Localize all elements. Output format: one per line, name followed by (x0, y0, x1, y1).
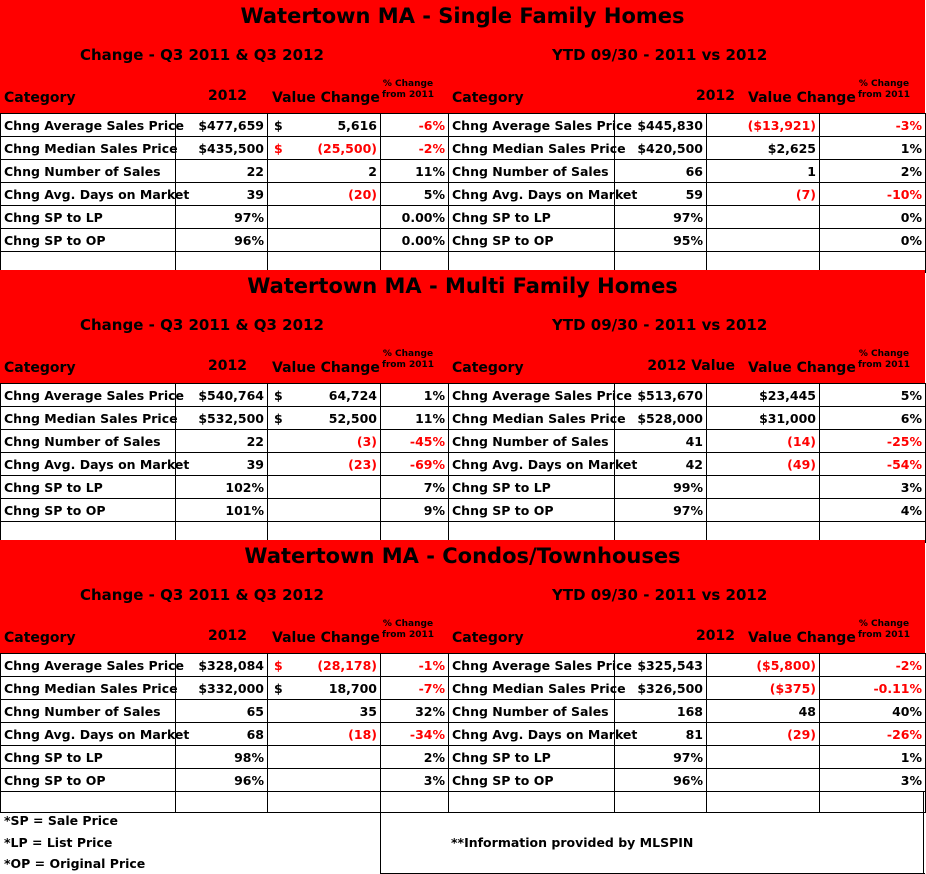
category-cell: Chng SP to LP (449, 746, 615, 769)
table-row (1, 499, 926, 522)
pct-header-line2: from 2011 (857, 630, 911, 640)
pct-header-line2: from 2011 (381, 90, 435, 100)
currency-symbol: $ (274, 387, 283, 403)
value-change-cell (707, 384, 820, 407)
pct-change-cell: 4% (820, 499, 926, 522)
value-cell: 39 (176, 453, 268, 476)
category-cell: Chng SP to OP (449, 769, 615, 792)
value-change-cell (268, 723, 381, 746)
col-header-value-change: Value Change (272, 360, 380, 376)
col-header-value: 2012 (208, 358, 247, 374)
pct-change-cell: 1% (820, 137, 926, 160)
col-header-category: Category (4, 90, 76, 106)
category-cell: Chng SP to OP (449, 499, 615, 522)
change-amount: (29) (787, 726, 816, 742)
change-amount: (3) (356, 433, 377, 449)
value-change-cell (707, 137, 820, 160)
table-row (1, 206, 926, 229)
col-header-category: Category (452, 360, 524, 376)
value-change-cell (707, 453, 820, 476)
table-row (1, 384, 926, 407)
value-cell: 95% (615, 229, 707, 252)
pct-change-cell: 11% (381, 407, 449, 430)
value-change-cell (268, 137, 381, 160)
category-cell: Chng Average Sales Price (1, 114, 176, 137)
table-row (1, 160, 926, 183)
col-header-pct-change (381, 619, 435, 641)
col-header-pct-change (857, 79, 911, 101)
value-change-cell (268, 229, 381, 252)
pct-header-line2: from 2011 (857, 360, 911, 370)
pct-change-cell: -10% (820, 183, 926, 206)
pct-change-cell: -54% (820, 453, 926, 476)
col-header-value: 2012 (208, 88, 247, 104)
value-cell: $477,659 (176, 114, 268, 137)
value-change-cell (707, 407, 820, 430)
col-header-value: 2012 (208, 628, 247, 644)
category-cell: Chng Average Sales Price (1, 384, 176, 407)
value-change-cell (707, 114, 820, 137)
pct-header-line1: % Change (382, 349, 434, 359)
currency-symbol: $ (274, 680, 283, 696)
value-cell: $326,500 (615, 677, 707, 700)
table-row (1, 476, 926, 499)
value-cell: 98% (176, 746, 268, 769)
value-change-cell (268, 206, 381, 229)
value-change-cell (707, 654, 820, 677)
value-change-cell (707, 476, 820, 499)
change-amount: (18) (348, 726, 377, 742)
col-header-pct-change (381, 79, 435, 101)
col-header-pct-change (857, 619, 911, 641)
value-cell: $435,500 (176, 137, 268, 160)
footer-right-line (923, 791, 924, 874)
value-change-wrap (271, 388, 377, 403)
value-cell: 96% (176, 229, 268, 252)
comparison-table (0, 653, 926, 813)
value-change-cell (268, 160, 381, 183)
value-change-cell (707, 769, 820, 792)
category-cell: Chng Avg. Days on Market (449, 453, 615, 476)
table-row (1, 677, 926, 700)
pct-change-cell: -26% (820, 723, 926, 746)
category-cell: Chng SP to OP (449, 229, 615, 252)
pct-change-cell: 3% (381, 769, 449, 792)
change-amount: $31,000 (759, 410, 816, 426)
category-cell: Chng SP to OP (1, 499, 176, 522)
table-row (1, 183, 926, 206)
period-subtitle-quarter: Change - Q3 2011 & Q3 2012 (80, 586, 324, 604)
value-change-cell (268, 384, 381, 407)
value-change-wrap (271, 141, 377, 156)
category-cell: Chng SP to LP (1, 476, 176, 499)
value-change-cell (268, 114, 381, 137)
col-header-category: Category (4, 630, 76, 646)
pct-change-cell: 5% (820, 384, 926, 407)
change-amount: 52,500 (328, 410, 377, 426)
col-header-pct-change (381, 349, 435, 371)
value-change-cell (268, 677, 381, 700)
category-cell: Chng Average Sales Price (449, 654, 615, 677)
pct-change-cell: 2% (820, 160, 926, 183)
pct-change-cell: -1% (381, 654, 449, 677)
category-cell: Chng SP to LP (1, 206, 176, 229)
col-header-category: Category (4, 360, 76, 376)
value-cell: 22 (176, 160, 268, 183)
footnote-sp: *SP = Sale Price (4, 813, 118, 828)
category-cell: Chng Avg. Days on Market (449, 183, 615, 206)
category-cell: Chng Average Sales Price (449, 384, 615, 407)
pct-change-cell: 32% (381, 700, 449, 723)
table-row (1, 430, 926, 453)
value-cell: 41 (615, 430, 707, 453)
value-change-cell (268, 407, 381, 430)
section-title: Watertown MA - Condos/Townhouses (244, 544, 681, 568)
pct-change-cell: 0.00% (381, 206, 449, 229)
value-change-cell (268, 183, 381, 206)
category-cell: Chng SP to OP (1, 229, 176, 252)
pct-change-cell: 0.00% (381, 229, 449, 252)
data-source-credit: **Information provided by MLSPIN (451, 835, 694, 850)
comparison-table (0, 113, 926, 273)
section-condos (0, 540, 925, 810)
currency-symbol: $ (274, 117, 283, 133)
period-subtitle-quarter: Change - Q3 2011 & Q3 2012 (80, 46, 324, 64)
period-subtitle-ytd: YTD 09/30 - 2011 vs 2012 (552, 46, 768, 64)
pct-change-cell: 6% (820, 407, 926, 430)
category-cell: Chng Avg. Days on Market (1, 183, 176, 206)
category-cell: Chng Average Sales Price (449, 114, 615, 137)
period-subtitle-ytd: YTD 09/30 - 2011 vs 2012 (552, 586, 768, 604)
table-row (1, 114, 926, 137)
pct-change-cell: -2% (820, 654, 926, 677)
col-header-value-change: Value Change (748, 360, 856, 376)
value-change-wrap (271, 658, 377, 673)
pct-header-line2: from 2011 (857, 90, 911, 100)
pct-change-cell: 2% (381, 746, 449, 769)
category-cell: Chng Number of Sales (449, 700, 615, 723)
change-amount: 48 (798, 703, 816, 719)
category-cell: Chng Number of Sales (1, 430, 176, 453)
category-cell: Chng Median Sales Price (1, 677, 176, 700)
category-cell: Chng Median Sales Price (449, 137, 615, 160)
pct-header-line1: % Change (858, 79, 910, 89)
change-amount: (7) (795, 186, 816, 202)
value-change-cell (707, 206, 820, 229)
comparison-table (0, 383, 926, 543)
currency-symbol: $ (274, 410, 283, 426)
value-cell: 101% (176, 499, 268, 522)
table-row (1, 407, 926, 430)
value-cell: 66 (615, 160, 707, 183)
category-cell: Chng SP to LP (1, 746, 176, 769)
value-change-cell (268, 430, 381, 453)
value-cell: $332,000 (176, 677, 268, 700)
pct-header-line2: from 2011 (381, 630, 435, 640)
value-cell: $420,500 (615, 137, 707, 160)
change-amount: 35 (359, 703, 377, 719)
pct-change-cell: 3% (820, 769, 926, 792)
section-multi-family (0, 270, 925, 540)
category-cell: Chng Median Sales Price (449, 677, 615, 700)
category-cell: Chng Avg. Days on Market (1, 723, 176, 746)
table-row (1, 723, 926, 746)
category-cell: Chng Number of Sales (449, 430, 615, 453)
change-amount: 18,700 (328, 680, 377, 696)
pct-change-cell: 40% (820, 700, 926, 723)
category-cell: Chng Average Sales Price (1, 654, 176, 677)
table-row (1, 137, 926, 160)
value-cell: 22 (176, 430, 268, 453)
value-cell: 42 (615, 453, 707, 476)
col-header-category: Category (452, 90, 524, 106)
value-change-cell (268, 453, 381, 476)
col-header-category: Category (452, 630, 524, 646)
pct-change-cell: 7% (381, 476, 449, 499)
pct-change-cell: 11% (381, 160, 449, 183)
footer-divider (380, 791, 381, 874)
value-change-cell (268, 746, 381, 769)
value-change-cell (268, 769, 381, 792)
value-cell: $513,670 (615, 384, 707, 407)
category-cell: Chng SP to LP (449, 476, 615, 499)
value-change-cell (707, 229, 820, 252)
change-amount: 2 (368, 163, 377, 179)
value-change-cell (707, 746, 820, 769)
category-cell: Chng SP to LP (449, 206, 615, 229)
value-change-cell (707, 700, 820, 723)
category-cell: Chng Avg. Days on Market (449, 723, 615, 746)
pct-change-cell: -2% (381, 137, 449, 160)
pct-change-cell: 0% (820, 229, 926, 252)
change-amount: 5,616 (337, 117, 377, 133)
value-cell: 39 (176, 183, 268, 206)
table-row (1, 453, 926, 476)
value-cell: $328,084 (176, 654, 268, 677)
change-amount: 64,724 (328, 387, 377, 403)
value-cell: 168 (615, 700, 707, 723)
category-cell: Chng Median Sales Price (1, 137, 176, 160)
table-row (1, 746, 926, 769)
value-change-cell (707, 499, 820, 522)
value-change-cell (268, 700, 381, 723)
pct-change-cell: -6% (381, 114, 449, 137)
change-amount: 1 (807, 163, 816, 179)
value-change-wrap (271, 118, 377, 133)
pct-change-cell: -3% (820, 114, 926, 137)
col-header-value: 2012 (696, 88, 735, 104)
change-amount: $2,625 (767, 140, 816, 156)
value-change-cell (268, 499, 381, 522)
pct-change-cell: -69% (381, 453, 449, 476)
value-cell: $325,543 (615, 654, 707, 677)
change-amount: (28,178) (317, 657, 377, 673)
pct-change-cell: -0.11% (820, 677, 926, 700)
table-row (1, 229, 926, 252)
change-amount: (20) (348, 186, 377, 202)
table-row (1, 654, 926, 677)
value-cell: $445,830 (615, 114, 707, 137)
value-cell: $528,000 (615, 407, 707, 430)
col-header-value: 2012 (696, 628, 735, 644)
pct-change-cell: 1% (820, 746, 926, 769)
pct-change-cell: 0% (820, 206, 926, 229)
col-header-value: 2012 Value (647, 358, 735, 374)
value-change-cell (707, 160, 820, 183)
table-row (1, 769, 926, 792)
value-cell: 97% (615, 499, 707, 522)
currency-symbol: $ (274, 140, 283, 156)
change-amount: (23) (348, 456, 377, 472)
pct-change-cell: -7% (381, 677, 449, 700)
footnote-op: *OP = Original Price (4, 856, 146, 871)
value-cell: 102% (176, 476, 268, 499)
value-cell: 96% (176, 769, 268, 792)
value-change-wrap (271, 411, 377, 426)
value-cell: 97% (615, 206, 707, 229)
category-cell: Chng Number of Sales (449, 160, 615, 183)
value-change-cell (268, 654, 381, 677)
value-cell: 59 (615, 183, 707, 206)
value-change-cell (707, 430, 820, 453)
pct-change-cell: -34% (381, 723, 449, 746)
table-row (1, 700, 926, 723)
value-cell: 81 (615, 723, 707, 746)
value-cell: 68 (176, 723, 268, 746)
pct-change-cell: -25% (820, 430, 926, 453)
change-amount: ($375) (769, 680, 816, 696)
value-cell: 97% (176, 206, 268, 229)
value-cell: 65 (176, 700, 268, 723)
value-change-cell (707, 183, 820, 206)
value-change-wrap (271, 681, 377, 696)
col-header-pct-change (857, 349, 911, 371)
col-header-value-change: Value Change (748, 630, 856, 646)
pct-change-cell: 3% (820, 476, 926, 499)
period-subtitle-quarter: Change - Q3 2011 & Q3 2012 (80, 316, 324, 334)
pct-header-line1: % Change (382, 619, 434, 629)
pct-change-cell: 5% (381, 183, 449, 206)
pct-change-cell: 9% (381, 499, 449, 522)
pct-change-cell: 1% (381, 384, 449, 407)
change-amount: ($13,921) (747, 117, 816, 133)
section-single-family (0, 0, 925, 270)
change-amount: (25,500) (317, 140, 377, 156)
change-amount: ($5,800) (756, 657, 816, 673)
report-footer (0, 791, 925, 874)
col-header-value-change: Value Change (748, 90, 856, 106)
section-title: Watertown MA - Single Family Homes (240, 4, 685, 28)
category-cell: Chng Number of Sales (1, 700, 176, 723)
value-change-cell (707, 723, 820, 746)
category-cell: Chng Median Sales Price (1, 407, 176, 430)
footnote-lp: *LP = List Price (4, 835, 113, 850)
value-cell: 96% (615, 769, 707, 792)
change-amount: (49) (787, 456, 816, 472)
change-amount: $23,445 (759, 387, 816, 403)
value-cell: $540,764 (176, 384, 268, 407)
pct-header-line1: % Change (382, 79, 434, 89)
category-cell: Chng Number of Sales (1, 160, 176, 183)
section-title: Watertown MA - Multi Family Homes (247, 274, 678, 298)
category-cell: Chng Avg. Days on Market (1, 453, 176, 476)
category-cell: Chng Median Sales Price (449, 407, 615, 430)
value-change-cell (268, 476, 381, 499)
currency-symbol: $ (274, 657, 283, 673)
pct-header-line1: % Change (858, 619, 910, 629)
pct-header-line1: % Change (858, 349, 910, 359)
value-change-cell (707, 677, 820, 700)
value-cell: 97% (615, 746, 707, 769)
value-cell: $532,500 (176, 407, 268, 430)
pct-header-line2: from 2011 (381, 360, 435, 370)
period-subtitle-ytd: YTD 09/30 - 2011 vs 2012 (552, 316, 768, 334)
pct-change-cell: -45% (381, 430, 449, 453)
change-amount: (14) (787, 433, 816, 449)
col-header-value-change: Value Change (272, 90, 380, 106)
col-header-value-change: Value Change (272, 630, 380, 646)
category-cell: Chng SP to OP (1, 769, 176, 792)
value-cell: 99% (615, 476, 707, 499)
